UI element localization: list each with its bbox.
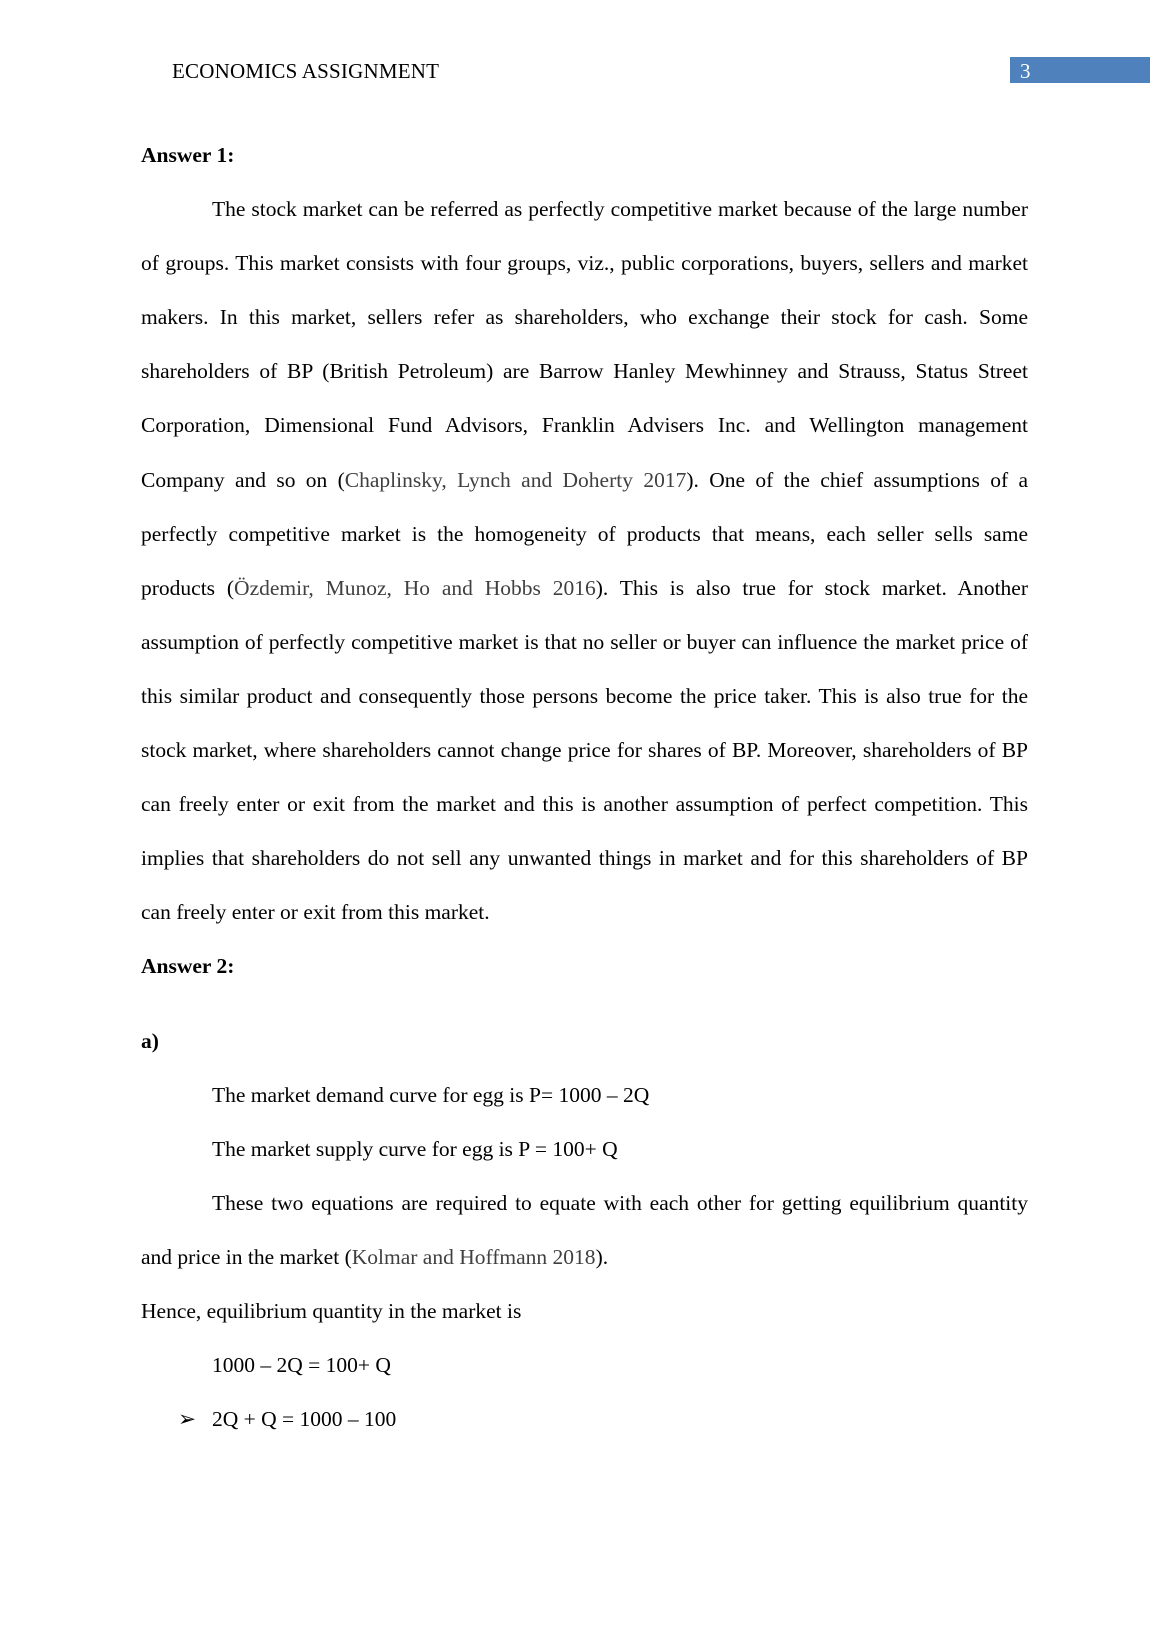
answer-2-heading: Answer 2:	[141, 954, 235, 979]
citation: Kolmar and Hoffmann 2018	[351, 1244, 596, 1269]
part-a-label: a)	[141, 1028, 159, 1053]
paragraph-text: ). One of the chief assumptions of a perfectly competitive market is the homogeneity of products that means, each seller sells same products (	[141, 467, 1028, 600]
answer-1-paragraph	[141, 182, 1028, 939]
page-number: 3	[1020, 59, 1031, 83]
page-number-box	[1010, 57, 1150, 83]
paragraph-text: ).	[595, 1244, 609, 1269]
paragraph-text: The stock market can be referred as perfectly competitive market because of the large number of groups. This market consists with four groups, viz., public corporations, buyers, sellers and market makers. In this market, sellers refer as shareholders, who exchange their stock for cash. Some shareholders of BP (British Petroleum) are Barrow Hanley Mewhinney and Strauss, Status Street Corporation, Dimensional Fund Advisors, Franklin Advisers Inc. and Wellington management Company and so on (	[141, 197, 1028, 492]
supply-curve-line: The market supply curve for egg is P = 100+ Q	[212, 1136, 618, 1161]
equation-2: 2Q + Q = 1000 – 100	[212, 1407, 397, 1432]
paragraph-text: ). This is also true for stock market. Another assumption of perfectly competitive market is that no seller or buyer can influence the market price of this similar product and consequently those persons become the price taker. This is also true for the stock market, where shareholders cannot change price for shares of BP. Moreover, shareholders of BP can freely enter or exit from the market and this is another assumption of perfect competition. This implies that shareholders do not sell any unwanted things in market and for this shareholders of BP can freely enter or exit from this market.	[141, 575, 1029, 925]
citation: Chaplinsky, Lynch and Doherty 2017	[344, 467, 687, 492]
demand-curve-line: The market demand curve for egg is P= 1000 – 2Q	[212, 1082, 650, 1107]
paragraph-text: These two equations are required to equate with each other for getting equilibrium quantity and price in the market (	[141, 1190, 1028, 1269]
equation-2-bullet-line	[141, 1392, 1028, 1446]
equate-paragraph	[141, 1176, 1028, 1284]
hence-line: Hence, equilibrium quantity in the market is	[141, 1298, 522, 1323]
equation-1: 1000 – 2Q = 100+ Q	[212, 1353, 391, 1378]
running-header-title: ECONOMICS ASSIGNMENT	[172, 59, 440, 83]
citation: Özdemir, Munoz, Ho and Hobbs 2016	[234, 575, 596, 600]
document-body	[141, 128, 1028, 1446]
arrow-bullet-icon: ➢	[178, 1407, 197, 1432]
answer-1-heading: Answer 1:	[141, 143, 235, 167]
